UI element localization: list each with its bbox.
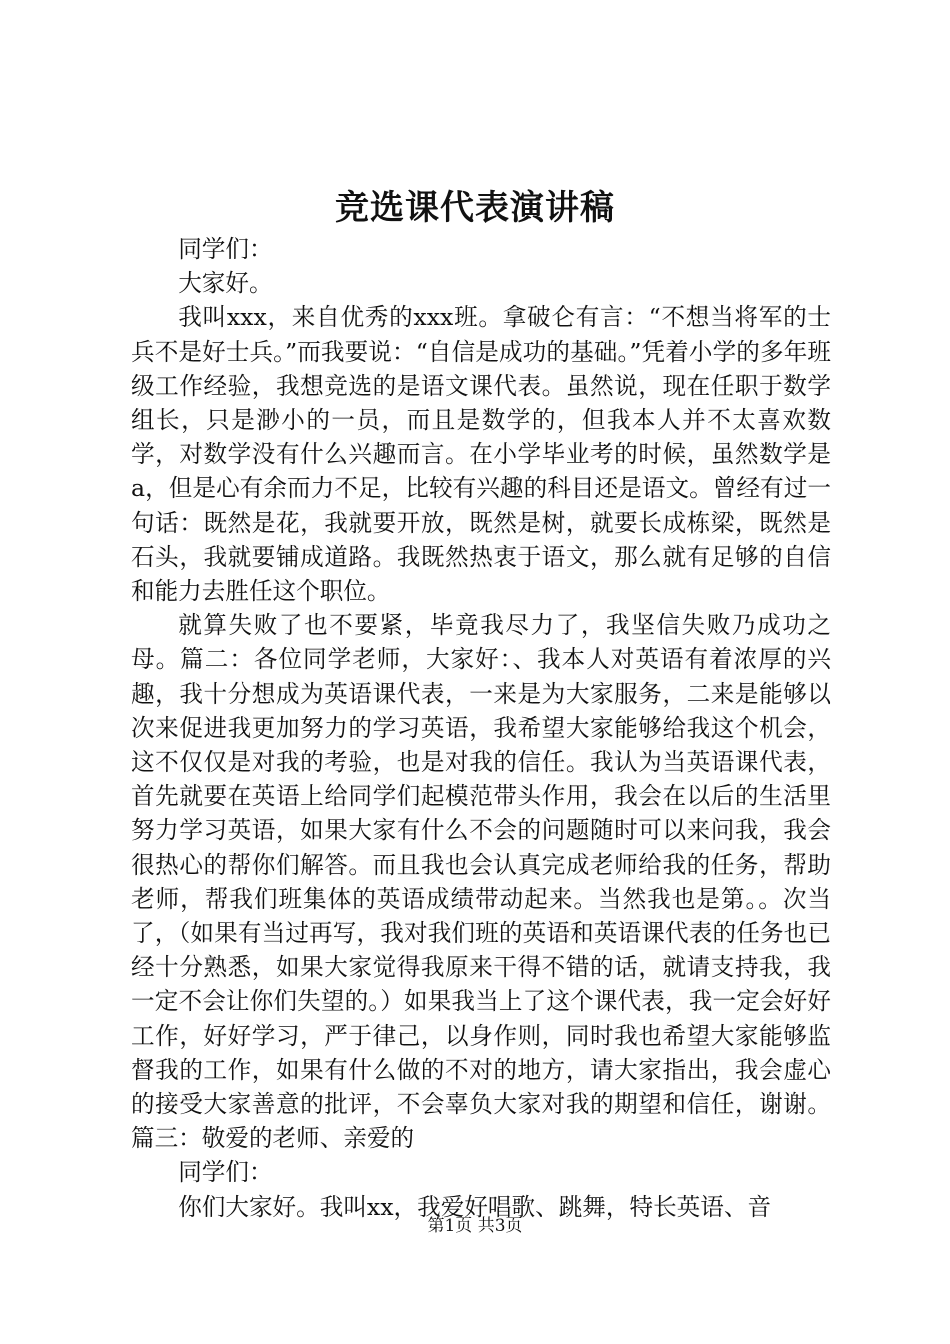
paragraph-intro: 我叫xxx，来自优秀的xxx班。拿破仑有言：“不想当将军的士兵不是好士兵。”而我要说：“自信是成功的基础。”凭着小学的多年班级工作经验，我想竞选的是语文课代表。虽然说，现在任职于数学组长，只是渺小的一员，而且是数学的，但我本人并不太喜欢数学，对数学没有什么兴趣而言。在小学毕业考的时候，虽然数学是a，但是心有余而力不足，比较有兴趣的科目还是语文。曾经有过一句话：既然是花，我就要开放，既然是树，就要长成栋梁，既然是石头，我就要铺成道路。我既然热衷于语文，那么就有足够的自信和能力去胜任这个职位。 bbox=[131, 303, 831, 606]
page-footer: 第1页 共3页 bbox=[427, 1216, 523, 1236]
paragraph-speech-three: 你们大家好。我叫xx，我爱好唱歌、跳舞，特长英语、音 bbox=[178, 1192, 772, 1221]
document-title: 竞选课代表演讲稿 bbox=[335, 188, 615, 228]
paragraph-hello: 大家好。 bbox=[178, 269, 273, 298]
paragraph-greeting-three: 同学们： bbox=[178, 1158, 273, 1187]
document-body bbox=[131, 232, 831, 1224]
paragraph-greeting: 同学们： bbox=[178, 235, 273, 263]
paragraph-speech-two: 就算失败了也不要紧，毕竟我尽力了，我坚信失败乃成功之母。篇二：各位同学老师，大家好：、我本人对英语有着浓厚的兴趣，我十分想成为英语课代表，一来是为大家服务，二来是能够以次来促进我更加努力的学习英语，我希望大家能够给我这个机会，这不仅仅是对我的考验，也是对我的信任。我认为当英语课代表，首先就要在英语上给同学们起模范带头作用，我会在以后的生活里努力学习英语，如果大家有什么不会的问题随时可以来问我，我会很热心的帮你们解答。而且我也会认真完成老师给我的任务，帮助老师，帮我们班集体的英语成绩带动起来。当然我也是第。。次当了，（如果有当过再写，我对我们班的英语和英语课代表的任务也已经十分熟悉，如果大家觉得我原来干得不错的话，就请支持我，我一定不会让你们失望的。）如果我当上了这个课代表，我一定会好好工作，好好学习，严于律己，以身作则，同时我也希望大家能够监督我的工作，如果有什么做的不对的地方，请大家指出，我会虚心的接受大家善意的批评，不会辜负大家对我的期望和信任，谢谢。篇三：敬爱的老师、亲爱的 bbox=[131, 611, 831, 1153]
